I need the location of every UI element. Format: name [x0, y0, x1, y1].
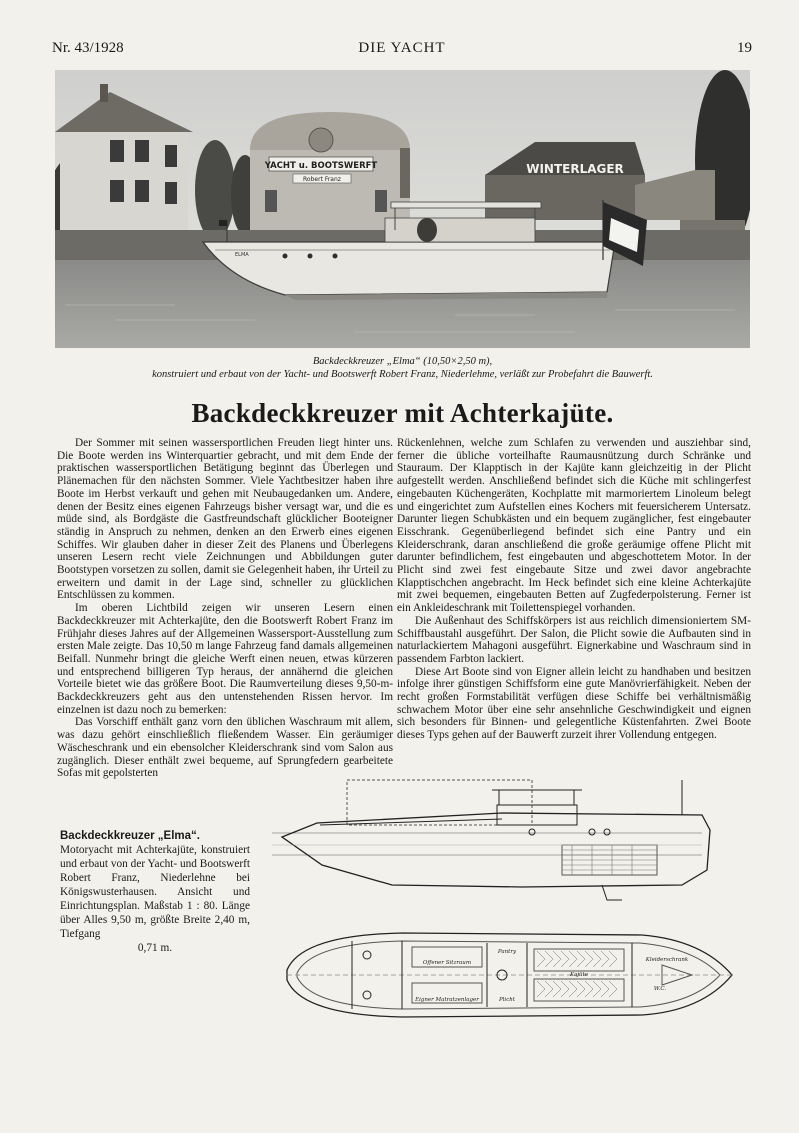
label-salon: Offener Sitzraum: [422, 960, 472, 966]
owner-sign: Robert Franz: [303, 176, 341, 183]
page-number: 19: [737, 40, 752, 56]
deck-plan: [287, 933, 732, 1017]
article-column-right: [397, 437, 751, 742]
article-column-left: [57, 437, 393, 780]
boat-photograph: [55, 70, 750, 348]
caption-line-1: Backdeckkreuzer „Elma“ (10,50×2,50 m),: [312, 356, 493, 367]
paragraph: Der Sommer mit seinen wassersportlichen Freuden liegt hinter uns. Die Boote werden ins Winterquartier gebracht, und mit dem Ende der praktischen wassersportlichen Betätigung beginnt das Überlegen und Plänemachen für den nächsten Sommer. Viele Yachtbesitzer haben ihre Boote im Herbst verkauft und gehen mit Neubaugedanken um. Andere, denen der Besitz eines eigenen Fahrzeugs bisher versagt war, und die es müde sind, als Bordgäste die Gastfreundschaft glücklicher Booteigner ständig in Anspruch zu nehmen, denken an den Erwerb eines eigenen Schiffes. Wir glauben daher in dieser Zeit des Planens und Überlegens unseren Lesern recht viele Zeichnungen und Abbildungen guter Bootstypen vorsetzen zu sollen, damit sie Gelegenheit haben, ihr Urteil zu erweitern und damit in der Lage sind, schneller zu glücklichen Entschlüssen zu kommen.: [57, 437, 393, 602]
label-pantry: Pantry: [497, 949, 517, 955]
photo-caption: [55, 355, 750, 381]
drawing-caption-end: 0,71 m.: [137, 942, 173, 954]
running-header: [52, 40, 752, 60]
issue-number: Nr. 43/1928: [52, 40, 124, 56]
label-eigner: Eigner Matratzenlager: [415, 997, 479, 1003]
label-cabin: Kajüte: [569, 972, 589, 978]
side-elevation: [272, 780, 710, 900]
yard-sign: YACHT u. BOOTSWERFT: [264, 161, 378, 171]
label-plicht: Plicht: [498, 997, 516, 1003]
hull-name: ELMA: [235, 252, 249, 258]
article-title: Backdeckkreuzer mit Achterkajüte.: [191, 398, 614, 428]
paragraph: Diese Art Boote sind von Eigner allein leicht zu handhaben und besitzen infolge ihrer günstigen Schiffsform eine gute Manövrierfähigkeit. Neben der recht großen Formstabilität verfügen diese Schiffe bei verhältnismäßig schwachem Motor über eine sehr ansehnliche Geschwindigkeit und eignen sich besonders für Binnen- und gelegentliche Küstenfahrten. Zwei Boote dieses Typs gehen auf der Bauwerft zurzeit ihrer Vollendung entgegen.: [397, 665, 751, 742]
drawing-caption-heading: Backdeckkreuzer „Elma“.: [60, 830, 200, 842]
paragraph: Das Vorschiff enthält ganz vorn den üblichen Waschraum mit allem, was dazu gehört einschließlich fließendem Wasser. Ein geräumiger Wäscheschrank und ein ebensolcher Kleiderschrank sind vom Salon aus zugänglich. Dieser enthält zwei bequeme, auf Sprungfedern gearbeitete Sofas mit gepolsterten: [57, 716, 393, 780]
label-wc: W.C.: [653, 986, 667, 992]
caption-line-2: konstruiert und erbaut von der Yacht- und Bootswerft Robert Franz, Niederlehme, verläßt zur Probefahrt die Bauwerft.: [152, 369, 653, 380]
paragraph: Im oberen Lichtbild zeigen wir unseren Lesern einen Backdeckkreuzer mit Achterkajüte, den die Bootswerft Robert Franz im Frühjahr dieses Jahres auf der Allgemeinen Wassersport-Ausstellung zum ersten Male zeigte. Das 10,50 m lange Fahrzeug fand damals allgemeinen Beifall. Nunmehr bringt die gleiche Werft einen neuen, etwas kürzeren und entsprechend billigeren Typ heraus, der annähernd die gleichen Vorteile bietet wie das größere Boot. Die Raumverteilung dieses 9,50-m-Backdeckkreuzers geht aus den untenstehenden Rissen hervor. Im einzelnen ist dazu noch zu bemerken:: [57, 602, 393, 716]
magazine-title: DIE YACHT: [358, 40, 446, 56]
paragraph: Die Außenhaut des Schiffskörpers ist aus reichlich dimensioniertem SM-Schiffbaustahl ausgeführt. Der Salon, die Plicht sowie die Aufbauten sind in naturlackiertem Mahagoni ausgeführt. Eignerkabine und Waschraum sind in passendem Farbton lackiert.: [397, 614, 751, 665]
drawing-caption: [60, 829, 250, 955]
winterlager-sign: WINTERLAGER: [526, 162, 624, 176]
paragraph: Rückenlehnen, welche zum Schlafen zu verwenden und ausziehbar sind, ferner die übliche vorteilhafte Raumausnützung durch Schränke und Stauraum. Der Klapptisch in der Kajüte kann gleichzeitig in der Plicht aufgestellt werden. Anschließend befindet sich die Küche mit schlingerfest eingebauten Küchengeräten, Kochplatte mit marmoriertem Linoleum belegt und eingerichtet zum Aufstellen eines Kochers mit feuersicherem Untersatz. Darunter liegen Schubkästen und ein bequem zugänglicher, fest eingebauter Eisschrank. Gegenüberliegend befindet sich eine Pantry und ein Kleiderschrank, daran anschließend die große geräumige offene Plicht mit darunter befindlichem, fest eingebauten und abgeschottetem Motor. In der Plicht sind zwei fest eingebaute Sitze und zwei davor angebrachte Klapptischchen angebracht. Im Heck befindet sich eine kleine Achterkajüte mit zwei bequemen, eingebauten Betten auf Zugfederpolsterung. Ferner ist ein Ankleideschrank mit Toilettenspiegel vorhanden.: [397, 437, 751, 615]
drawing-caption-body: Motoryacht mit Achterkajüte, konstruiert und erbaut von der Yacht- und Bootswerft Robert Franz, Niederlehne bei Königswusterhausen. Ansicht und Einrichtungsplan. Maßstab 1 : 80. Länge über Alles 9,50 m, größte Breite 2,40 m, Tiefgang: [60, 844, 250, 940]
label-kleider: Kleiderschrank: [645, 957, 689, 963]
boat-plan-drawing: [262, 775, 752, 1045]
